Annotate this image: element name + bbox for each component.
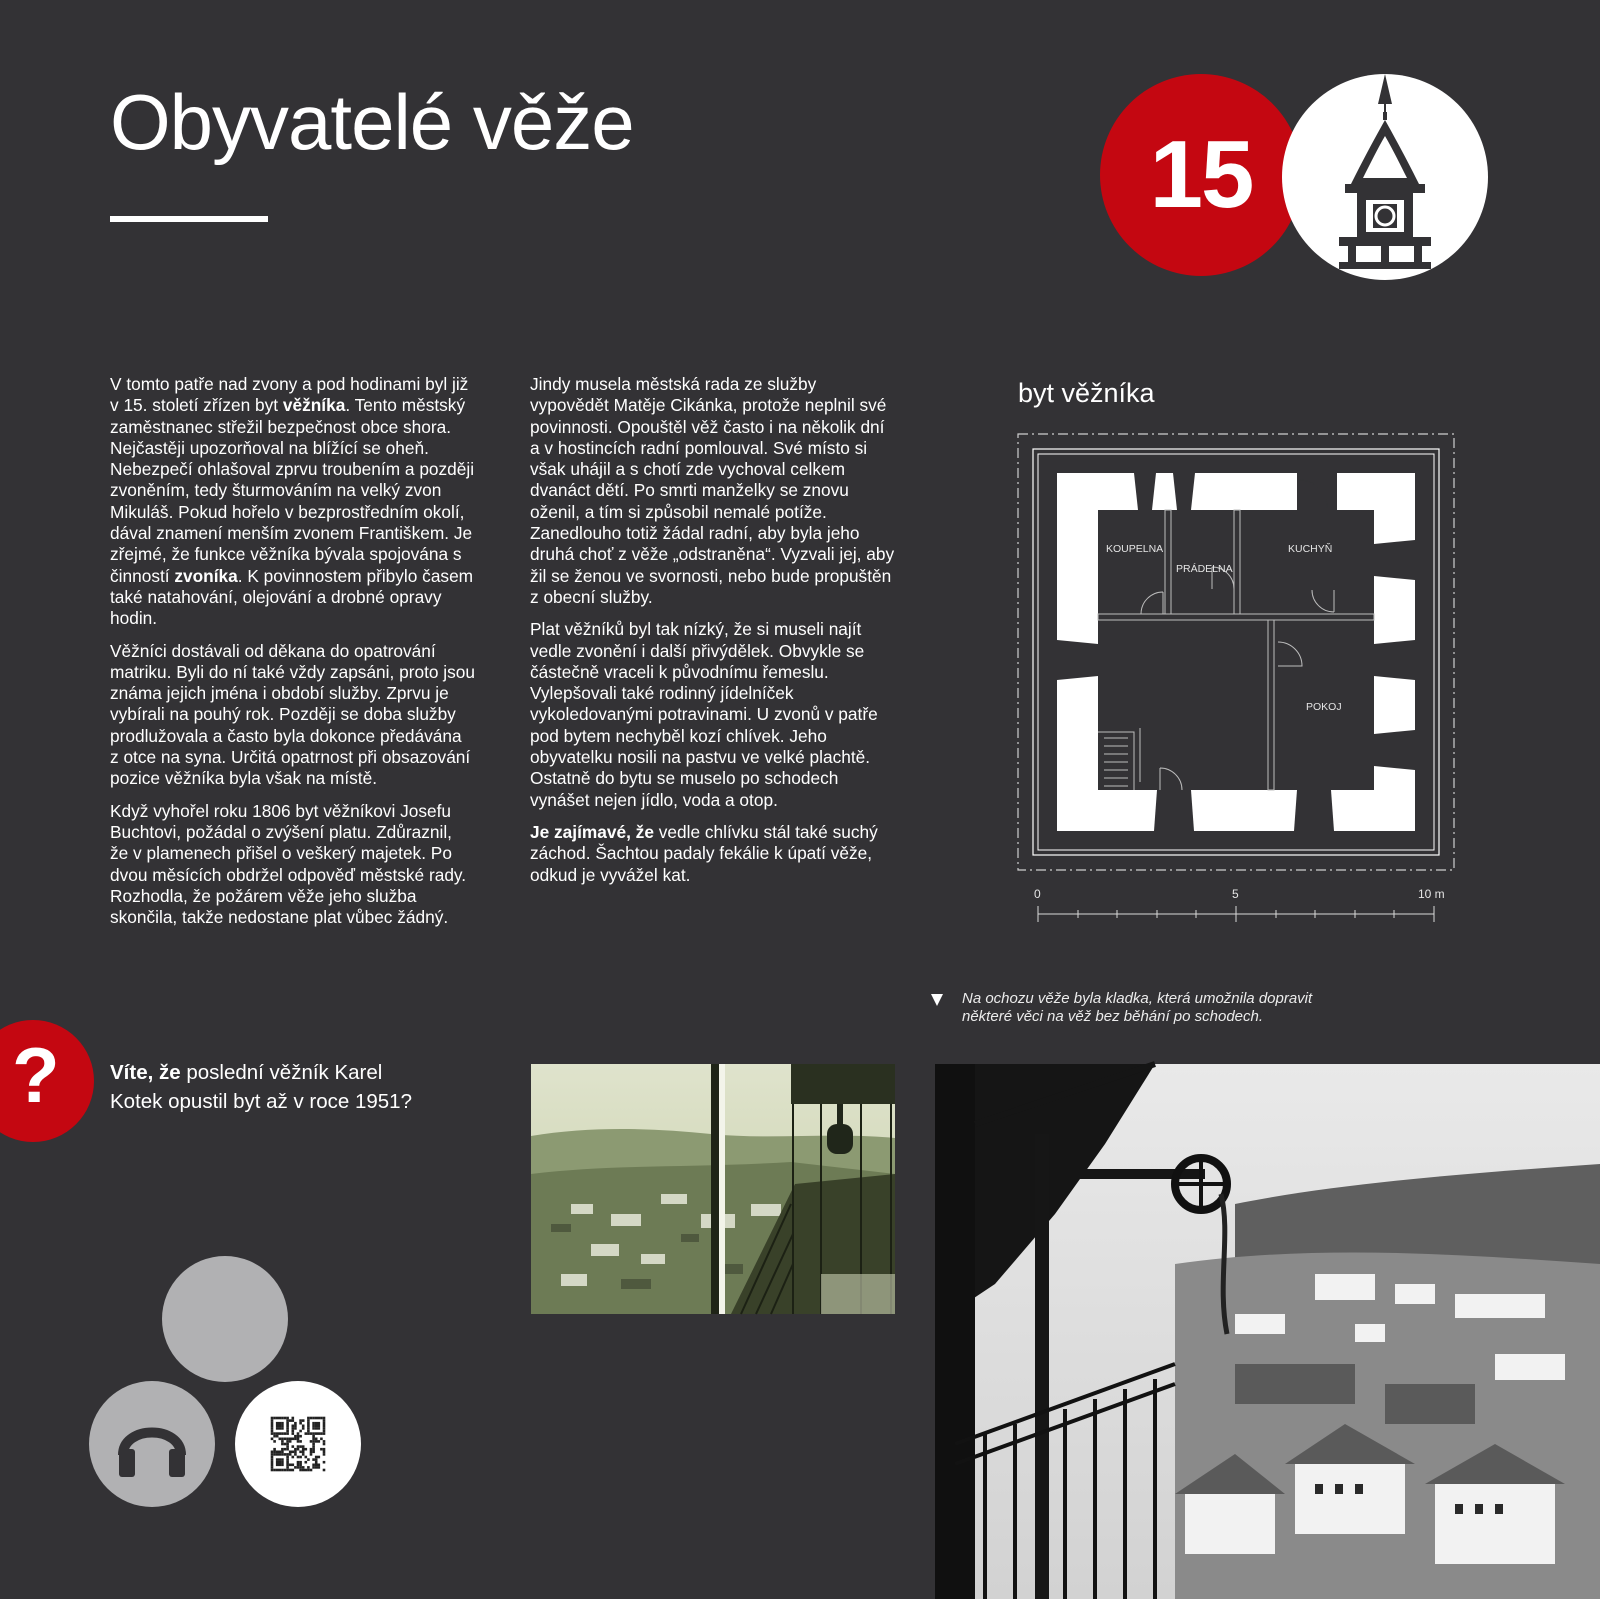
audio-guide-button[interactable] [89, 1381, 215, 1507]
emphasis-text: Je zajímavé, že [530, 821, 654, 842]
caption-text: Na ochozu věže byla kladka, která umožnila dopravit některé věci na věž bez běhání po schodech. [962, 990, 1313, 1025]
left-paragraph [110, 801, 475, 929]
scale-bar [1030, 884, 1445, 928]
qr-code-icon [235, 1381, 361, 1507]
emphasis-text: věžníka [282, 395, 346, 416]
body-text: V tomto patře nad zvony a pod hodinami byl již v 15. století zřízen byt [110, 374, 469, 416]
body-text: vedle chlívku stál také suchý záchod. Šachtou padaly fekálie k úpatí věže, odkud je vyvážel kat. [530, 821, 878, 885]
page-title: Obyvatelé věže [110, 78, 634, 166]
stop-number: 15 [1149, 121, 1253, 228]
floorplan [1016, 432, 1456, 872]
headphones-icon [89, 1381, 215, 1507]
room-label-koupelna: KOUPELNA [1106, 543, 1164, 555]
middle-paragraph [530, 822, 895, 886]
floorplan-title: byt věžníka [1018, 378, 1155, 408]
room-label-pokoj: POKOJ [1306, 701, 1342, 713]
body-text: Plat věžníků byl tak nízký, že si museli najít vedle zvonění i další přivýdělek. Obvykle se částečně vraceli k původnímu řemeslu. Vylepšovali také rodinný jídelníček vykoledovanými potravinami. U zvonů v patře pod bytem nechyběl kozí chlívek. Jeho obyvatelku nosili na pastvu ve velké plachtě. Ostatně do bytu se muselo po schodech vynášet nejen jídlo, voda a otop. [530, 619, 878, 810]
emphasis-text: zvoníka [174, 565, 238, 586]
historic-photo-balcony [531, 1064, 895, 1314]
tower-badge [1282, 74, 1488, 280]
body-text: Když vyhořel roku 1806 byt věžníkovi Josefu Buchtovi, požádal o zvýšení platu. Zdůraznil, že v plamenech přišel o veškerý majetek. Po dvou měsících obdržel odpověď městské rady. Rozhodla, že požárem věže jeho služba skončila, takže nedostane plat vůbec žádný. [110, 800, 467, 928]
title-underline [110, 216, 268, 222]
text-column-middle [530, 374, 895, 897]
scale-label-end: 10 m [1418, 887, 1445, 901]
middle-paragraph [530, 619, 895, 811]
scale-label-mid: 5 [1232, 887, 1239, 901]
caption-arrow-icon [930, 993, 944, 1007]
did-you-know-rest: poslední věžník Karel Kotek opustil byt až v roce 1951? [110, 1061, 412, 1113]
tower-icon [1282, 74, 1488, 280]
question-mark-icon: ? [12, 1031, 60, 1119]
text-column-left [110, 374, 475, 939]
room-label-pradelna: PRÁDELNA [1176, 563, 1233, 575]
photo-tower-gallery-pulley [935, 1064, 1600, 1599]
scale-label-start: 0 [1034, 887, 1041, 901]
body-text: . K povinnostem přibylo časem také natahování, olejování a drobné opravy hodin. [110, 565, 474, 629]
body-text: . Tento městský zaměstnanec střežil bezpečnost obce shora. Nejčastěji upozorňoval na blížící se oheň. Nebezpečí ohlašoval zprvu troubením a později zvoněním, tedy šturmováním na velký zvon Mikuláš. Pokud hořelo v bezprostředním okolí, dával znamení menším zvonem Františkem. Je zřejmé, že funkce věžníka bývala spojována s činností [110, 395, 475, 586]
scale-ticks [1038, 906, 1434, 922]
middle-paragraph [530, 374, 895, 608]
left-paragraph [110, 374, 475, 630]
left-paragraph [110, 641, 475, 790]
body-text: Věžníci dostávali od děkana do opatrování matriku. Byli do ní také vždy zapsáni, proto jsou známa jejich jména i období služby. Zprvu je vybírali na pouhý rok. Později se doba služby prodlužovala a často byla dokonce předávána z otce na syna. Určitá opatrnost při obsazování pozice věžníka byla však na místě. [110, 640, 475, 789]
body-text: Jindy musela městská rada ze služby vypovědět Matěje Cikánka, protože neplnil své povinnosti. Opouštěl věž často i na několik dní a v hostincích radní pomlouval. Své místo si však uhájil a s chotí zde vychoval celkem dvanáct dětí. Po smrti manželky se znovu oženil, a tím si způsobil nemalé potíže. Zanedlouho totiž žádal radní, aby byla jeho druhá choť z věže „odstraněna“. Vyzvali jej, aby žil se ženou ve svornosti, nebo bude propuštěn z obecní služby. [530, 374, 895, 607]
did-you-know-text [110, 1058, 440, 1116]
gray-circle-decoration [162, 1256, 288, 1382]
room-label-kuchyn: KUCHYŇ [1288, 543, 1333, 555]
did-you-know-lead: Víte, že [110, 1061, 181, 1084]
qr-code-button[interactable] [235, 1381, 361, 1507]
